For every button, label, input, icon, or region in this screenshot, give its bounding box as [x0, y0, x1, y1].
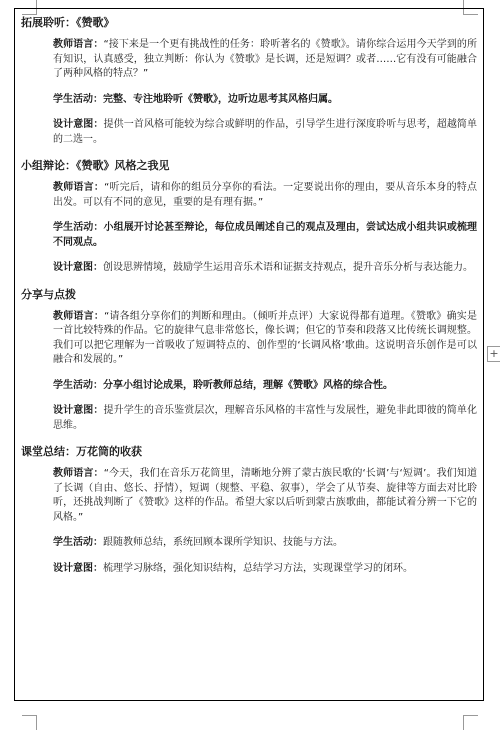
- teacher-text: “听完后，请和你的组员分享你的看法。一定要说出你的理由，要从音乐本身的特点出发。可以有不同的意见，重要的是有理有据。”: [53, 182, 477, 208]
- student-text: 小组展开讨论甚至辩论，每位成员阐述自己的观点及理由，尝试达成小组共识或梳理不同观点。: [53, 222, 478, 248]
- teacher-label: 教师语言：: [53, 468, 104, 479]
- section-title: 拓展聆听：《赞歌》: [21, 16, 115, 29]
- teacher-label: 教师语言：: [53, 39, 104, 50]
- student-text: 跟随教师总结，系统回顾本课所学知识、技能与方法。: [103, 537, 343, 548]
- student-text: 完整、专注地聆听《赞歌》，边听边思考其风格归属。: [103, 93, 338, 105]
- student-label: 学生活动：: [53, 537, 103, 548]
- teacher-text: “请各组分享你们的判断和理由。（倾听并点评）大家说得都有道理。《赞歌》确实是一首比较特殊的作品。它的旋律气息非常悠长，像长调；但它的节奏和段落又比传统长调规整。我们可以把它理解为一首吸收了短调特点的、创作型的‘长调风格’歌曲。这说明音乐创作是可以融合和发展的。”: [53, 310, 478, 365]
- design-text: 创设思辨情境，鼓励学生运用音乐术语和证据支持观点，提升音乐分析与表达能力。: [103, 262, 473, 273]
- student-label: 学生活动：: [53, 379, 103, 391]
- design-text: 提供一首风格可能较为综合或鲜明的作品，引导学生进行深度聆听与思考，超越简单的二选一。: [53, 119, 478, 145]
- lesson-content: [21, 15, 477, 576]
- design-intent: [21, 404, 477, 433]
- teacher-speech: [21, 310, 477, 368]
- section-title: 课堂总结：万花筒的收获: [21, 445, 142, 458]
- teacher-text: “今天，我们在音乐万花筒里，清晰地分辨了蒙古族民歌的‘长调’与‘短调’。我们知道了长调（自由、悠长、抒情），短调（规整、平稳、叙事），学会了从节奏、旋律等方面去对比聆听，还挑战判断了《赞歌》这样的作品。希望大家以后听到蒙古族歌曲，都能试着分辨一下它的风格。”: [53, 468, 477, 523]
- student-activity: [21, 93, 477, 108]
- teacher-speech: [21, 467, 477, 525]
- student-activity: [21, 536, 477, 551]
- teacher-label: 教师语言：: [53, 182, 105, 193]
- design-label: 设计意图：: [53, 405, 104, 416]
- design-label: 设计意图：: [53, 562, 103, 574]
- design-text: 梳理学习脉络，强化知识结构，总结学习方法，实现课堂学习的闭环。: [103, 562, 413, 574]
- design-label: 设计意图：: [53, 119, 104, 130]
- design-intent: [21, 118, 477, 147]
- design-intent: [21, 261, 477, 276]
- document-page: [14, 8, 484, 701]
- page-corner-mark: [22, 715, 37, 730]
- design-intent: [21, 562, 477, 577]
- student-activity: [21, 221, 477, 250]
- design-label: 设计意图：: [53, 262, 103, 273]
- teacher-speech: [21, 38, 477, 82]
- student-activity: [21, 379, 477, 394]
- section-title: 小组辩论：《赞歌》风格之我见: [21, 159, 170, 172]
- student-text: 分享小组讨论成果，聆听教师总结，理解《赞歌》风格的综合性。: [103, 379, 393, 391]
- add-row-icon[interactable]: +: [487, 346, 500, 362]
- student-label: 学生活动：: [53, 93, 103, 105]
- student-label: 学生活动：: [53, 222, 104, 233]
- teacher-speech: [21, 181, 477, 210]
- design-text: 提升学生的音乐鉴赏层次，理解音乐风格的丰富性与发展性，避免非此即彼的简单化思维。: [53, 405, 478, 431]
- page-corner-mark: [463, 715, 478, 730]
- section-title: 分享与点拨: [21, 287, 76, 301]
- teacher-label: 教师语言：: [53, 310, 105, 322]
- teacher-text: “接下来是一个更有挑战性的任务：聆听著名的《赞歌》。请你综合运用今天学到的所有知识，认真感受，独立判断：你认为《赞歌》是长调，还是短调？或者……它有没有可能融合了两种风格的特点？”: [53, 39, 478, 79]
